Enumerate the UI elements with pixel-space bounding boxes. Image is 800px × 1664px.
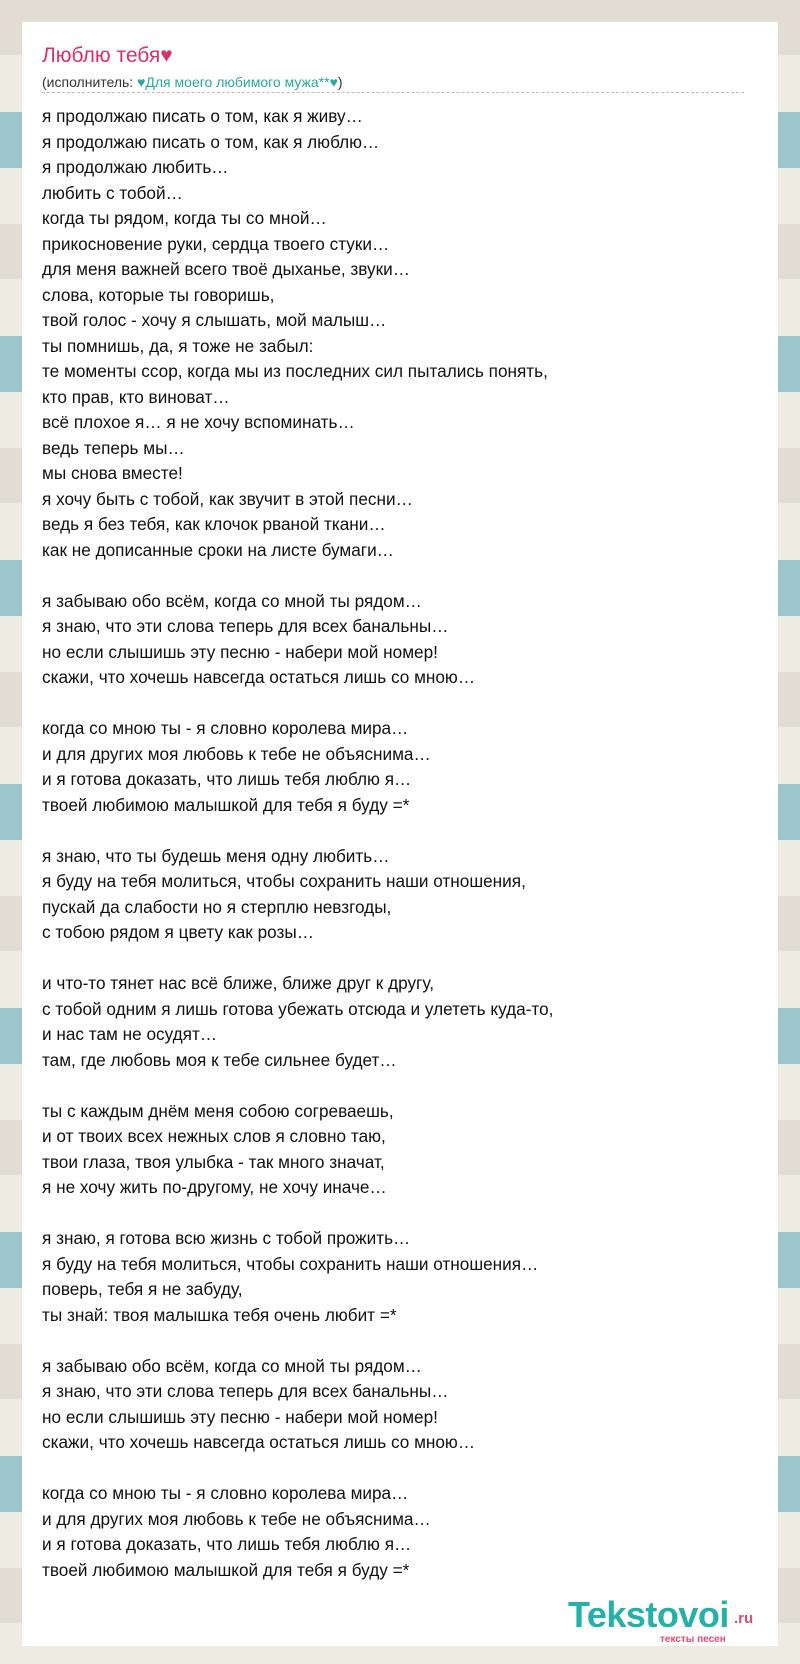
lyrics-line: и что-то тянет нас всё ближе, ближе друг к другу, — [42, 973, 434, 993]
lyrics-line: твои глаза, твоя улыбка - так много значат, — [42, 1151, 385, 1172]
lyrics-blank-line — [42, 1328, 742, 1354]
lyrics-line: я знаю, что эти слова теперь для всех банальны… — [42, 616, 449, 636]
lyrics-line: ты помнишь, да, я тоже не забыл: — [42, 335, 314, 356]
lyrics-line: ведь теперь мы… — [42, 437, 185, 458]
lyrics-line: ты с каждым днём меня собою согреваешь, — [42, 1100, 394, 1121]
lyrics-line: с тобой одним я лишь готова убежать отсюда и улететь куда-то, — [42, 998, 554, 1019]
lyrics-line: я буду на тебя молиться, чтобы сохранить наши отношения, — [42, 871, 526, 891]
performer-link[interactable]: ♥Для моего любимого мужа**♥ — [137, 74, 338, 90]
lyrics-line: когда со мною ты - я словно королева мира… — [42, 718, 409, 738]
lyrics-line: пускай да слабости но я стерплю невзгоды, — [42, 896, 392, 917]
lyrics-line: там, где любовь моя к тебе сильнее будет… — [42, 1049, 397, 1070]
lyrics-line: и нас там не осудят… — [42, 1024, 218, 1044]
lyrics-line: прикосновение руки, сердца твоего стуки… — [42, 233, 390, 254]
lyrics-line: мы снова вместе! — [42, 463, 183, 483]
lyrics-line: слова, которые ты говоришь, — [42, 284, 275, 305]
header-divider — [42, 92, 744, 93]
lyrics-line: твой голос - хочу я слышать, мой малыш… — [42, 310, 387, 330]
lyrics-line: я знаю, что ты будешь меня одну любить… — [42, 845, 390, 866]
lyrics-line: но если слышишь эту песню - набери мой номер! — [42, 1406, 438, 1427]
lyrics-line: я знаю, я готова всю жизнь с тобой прожить… — [42, 1228, 411, 1248]
lyrics-line: всё плохое я… я не хочу вспоминать… — [42, 412, 355, 432]
lyrics-line: любить с тобой… — [42, 182, 183, 203]
lyrics-line: я продолжаю писать о том, как я живу… — [42, 106, 363, 126]
lyrics-line: ведь я без тебя, как клочок рваной ткани… — [42, 514, 386, 534]
lyrics-line: и для других моя любовь к тебе не объяснима… — [42, 743, 431, 764]
lyrics-line: как не дописанные сроки на листе бумаги… — [42, 539, 394, 560]
lyrics-card — [22, 22, 778, 1646]
logo-wordmark: Tekstovoi — [568, 1594, 729, 1635]
lyrics-line: скажи, что хочешь навсегда остаться лишь со мною… — [42, 1432, 476, 1452]
lyrics-blank-line — [42, 1201, 742, 1227]
lyrics-line: я продолжаю любить… — [42, 157, 229, 177]
logo-tld: .ru — [734, 1610, 754, 1627]
lyrics-line: я знаю, что эти слова теперь для всех банальны… — [42, 1381, 449, 1401]
lyrics-line: я забываю обо всём, когда со мной ты рядом… — [42, 590, 422, 611]
lyrics-line: кто прав, кто виноват… — [42, 386, 230, 407]
lyrics-line: я забываю обо всём, когда со мной ты рядом… — [42, 1355, 422, 1376]
song-title: Люблю тебя♥ — [42, 44, 173, 67]
lyrics-line: те моменты ссор, когда мы из последних сил пытались понять, — [42, 361, 548, 381]
lyrics-line: и я готова доказать, что лишь тебя люблю я… — [42, 769, 412, 789]
lyrics-line: скажи, что хочешь навсегда остаться лишь со мною… — [42, 667, 476, 687]
lyrics-blank-line — [42, 818, 742, 844]
lyrics-line: я буду на тебя молиться, чтобы сохранить наши отношения… — [42, 1253, 539, 1274]
lyrics-line: поверь, тебя я не забуду, — [42, 1279, 243, 1299]
lyrics-line: когда ты рядом, когда ты со мной… — [42, 208, 327, 228]
lyrics-line: и для других моя любовь к тебе не объяснима… — [42, 1508, 431, 1529]
lyrics-line: для меня важней всего твоё дыханье, звуки… — [42, 259, 410, 279]
lyrics-line: твоей любимою малышкой для тебя я буду =* — [42, 794, 410, 815]
lyrics-line: и я готова доказать, что лишь тебя люблю я… — [42, 1534, 412, 1554]
lyrics-line: я хочу быть с тобой, как звучит в этой песни… — [42, 488, 413, 509]
lyrics-line: я продолжаю писать о том, как я люблю… — [42, 131, 380, 152]
lyrics-blank-line — [42, 563, 742, 589]
lyrics-line: и от твоих всех нежных слов я словно таю, — [42, 1126, 386, 1146]
logo-tagline: тексты песен — [660, 1634, 726, 1645]
lyrics-line: я не хочу жить по-другому, не хочу иначе… — [42, 1177, 387, 1197]
lyrics-text — [42, 104, 742, 1583]
lyrics-line: с тобою рядом я цвету как розы… — [42, 922, 314, 942]
lyrics-blank-line — [42, 946, 742, 972]
lyrics-line: ты знай: твоя малышка тебя очень любит =* — [42, 1304, 397, 1325]
performer-prefix: (исполнитель: — [42, 74, 138, 90]
performer-suffix: ) — [337, 74, 343, 90]
lyrics-blank-line — [42, 1456, 742, 1482]
lyrics-line: но если слышишь эту песню - набери мой номер! — [42, 641, 438, 662]
site-logo[interactable] — [568, 1594, 768, 1644]
lyrics-blank-line — [42, 691, 742, 717]
lyrics-line: твоей любимою малышкой для тебя я буду =* — [42, 1559, 410, 1580]
lyrics-blank-line — [42, 1073, 742, 1099]
performer-line — [42, 74, 343, 90]
lyrics-line: когда со мною ты - я словно королева мира… — [42, 1483, 409, 1503]
